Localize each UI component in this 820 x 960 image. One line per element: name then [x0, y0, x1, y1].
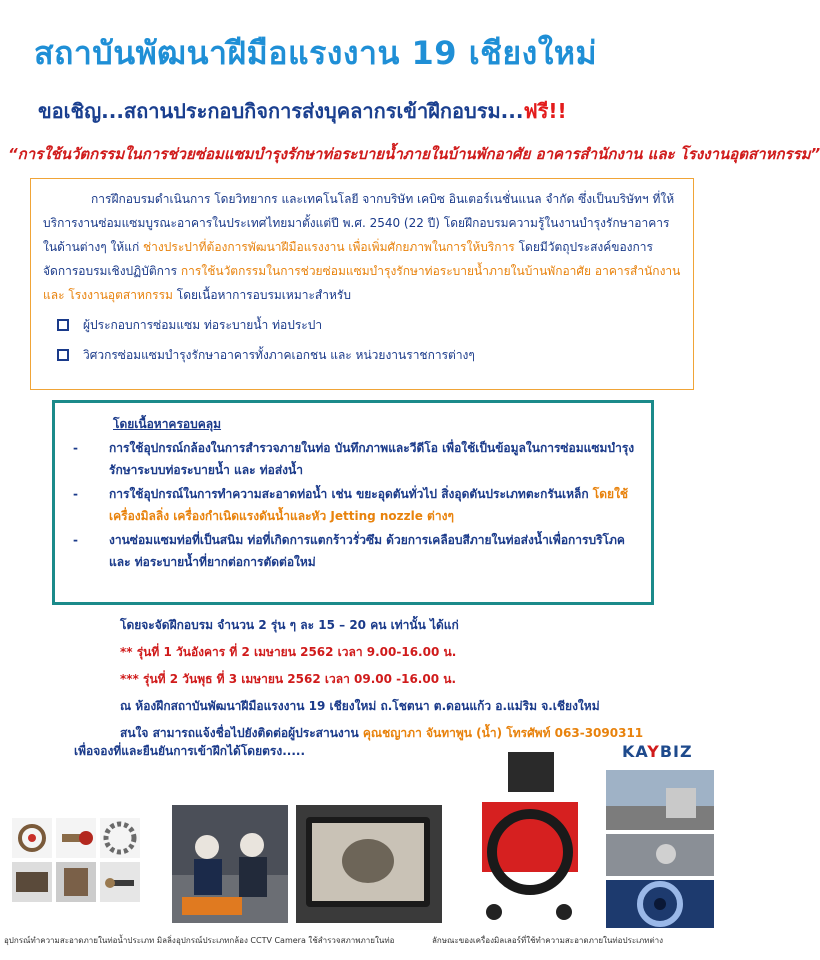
target-item [43, 313, 681, 337]
content-item-text-part: การใช้อุปกรณ์ในการทำความสะอาดท่อน้ำ เช่น ขยะอุดตันทั่วไป สิ่งอุดตันประเภทตะกรันเหล็ก [109, 487, 593, 501]
kaybiz-logo [622, 742, 693, 761]
content-item-text: งานซ่อมแซมท่อที่เป็นสนิม ท่อที่เกิดการแตกร้าวรั่วซึม ด้วยการเคลือบสีภายในท่อส่งน้ำเพื่อการบริโภค และ ท่อระบายน้ำที่ยากต่อการตัดต่อใหม่ [109, 533, 625, 569]
caption-milling-tools: อุปกรณ์ทำความสะอาดภายในท่อน้ำประเภท มิลลิ่ง [4, 936, 176, 945]
milling-tool-photo-4 [12, 862, 52, 902]
milling-tool-photo-2 [56, 818, 96, 858]
intro-highlight-1: ช่างประปาที่ต้องการพัฒนาฝีมือแรงงาน เพื่อเพิ่มศักยภาพในการให้บริการ [143, 240, 515, 254]
intro-text-2: โดยมีวัตถุประสงค์ของการจัดการอบรมเชิงปฏิบัติการ [43, 240, 653, 278]
content-item [73, 529, 635, 573]
venue: ณ ห้องฝึกสถาบันพัฒนาฝีมือแรงงาน 19 เชียงใหม่ ถ.โชตนา ต.ดอนแก้ว อ.แม่ริม จ.เชียงใหม่ [120, 699, 600, 713]
checkbox-bullet-icon [57, 349, 69, 361]
content-heading: โดยเนื้อหาครอบคลุม [113, 417, 222, 431]
caption-cctv: อุปกรณ์ประเภทกล้อง CCTV Camera ใช้สำรวจสภาพภายในท่อ [176, 936, 395, 945]
milling-tool-photo-5 [56, 862, 96, 902]
intro-text-3: โดยเนื้อหาการอบรมเหมาะสำหรับ [172, 288, 351, 302]
round-2 [120, 666, 643, 693]
target-label: วิศวกรซ่อมแซมบำรุงรักษาอาคารทั้งภาคเอกชน และ หน่วยงานราชการต่างๆ [83, 348, 475, 362]
round-2-mark: *** [120, 672, 139, 686]
schedule-section [120, 612, 643, 747]
caption-machine: ลักษณะของเครื่องมิลเลอร์ที่ใช้ทำความสะอาดภายในท่อประเภทต่าง [432, 936, 664, 945]
round-1-mark: ** [120, 645, 133, 659]
invitation-heading [38, 95, 567, 127]
course-title: “การใช้นวัตกรรมในการช่วยซ่อมแซมบำรุงรักษาท่อระบายน้ำภายในบ้านพักอาศัย อาคารสำนักงาน และ โรงงานอุตสาหกรรม” [8, 145, 820, 163]
content-item [73, 437, 635, 481]
free-badge: ฟรี!! [523, 99, 567, 123]
cctv-camera-screen-photo [296, 805, 442, 923]
dash-bullet: - [73, 441, 78, 455]
site-work-photo-1 [606, 770, 714, 830]
milling-tool-photo-6 [100, 862, 140, 902]
site-work-photo-2 [606, 834, 714, 876]
target-item [43, 343, 681, 367]
logo-text-1: KA [622, 742, 648, 761]
dash-bullet: - [73, 487, 78, 501]
content-item-text [109, 483, 635, 527]
logo-text-3: BIZ [659, 742, 693, 761]
milling-tool-photo-1 [12, 818, 52, 858]
milling-tool-photo-3 [100, 818, 140, 858]
round-1-text: รุ่นที่ 1 วันอังคาร ที่ 2 เมษายน 2562 เวลา 9.00-16.00 น. [132, 645, 457, 659]
intro-paragraph [43, 187, 681, 307]
content-item-highlight: โดยใช้เครื่องมิลลิ่ง เครื่องกำเนิดแรงดันน้ำและหัว Jetting nozzle ต่างๆ [109, 487, 629, 523]
training-photo [172, 805, 288, 923]
contact-name: คุณชญาภา จันทาพูน (น้ำ) โทรศัพท์ 063-3090311 [362, 726, 644, 740]
pipe-interior-photo [606, 880, 714, 928]
contact-prefix: สนใจ สามารถแจ้งชื่อไปยังติดต่อผู้ประสานงาน [120, 726, 363, 740]
schedule-intro: โดยจะจัดฝึกอบรม จำนวน 2 รุ่น ๆ ละ 15 – 20 คน เท่านั้น ได้แก่ [120, 618, 459, 632]
page-title: สถาบันพัฒนาฝีมือแรงงาน 19 เชียงใหม่ [34, 34, 598, 72]
dash-bullet: - [73, 533, 78, 547]
target-label: ผู้ประกอบการซ่อมแซม ท่อระบายน้ำ ท่อประปา [83, 318, 323, 332]
round-2-text: รุ่นที่ 2 วันพุธ ที่ 3 เมษายน 2562 เวลา 09.00 -16.00 น. [138, 672, 457, 686]
invitation-text: ขอเชิญ...สถานประกอบกิจการส่งบุคลากรเข้าฝึกอบรม... [38, 99, 524, 123]
drain-cleaning-machine-photo [452, 742, 602, 924]
round-1 [120, 639, 643, 666]
intro-highlight-2: การใช้นวัตกรรมในการช่วยซ่อมแซมบำรุงรักษาท่อระบายน้ำภายในบ้านพักอาศัย อาคารสำนักงาน และ โรงงานอุตสาหกรรม [43, 264, 681, 302]
content-coverage-box [52, 400, 654, 605]
content-item-text: การใช้อุปกรณ์กล้องในการสำรวจภายในท่อ บันทึกภาพและวีดีโอ เพื่อใช้เป็นข้อมูลในการซ่อมแซมบำรุงรักษาระบบท่อระบายน้ำ และ ท่อส่งน้ำ [109, 441, 635, 477]
logo-text-2: Y [647, 742, 660, 761]
checkbox-bullet-icon [57, 319, 69, 331]
intro-text-1: การฝึกอบรมดำเนินการ โดยวิทยากร และเทคโนโลยี จากบริษัท เคบิซ อินเตอร์เนชั่นแนล จำกัด ซึ่งเป็นบริษัทฯ ที่ให้บริการงานซ่อมแซมบูรณะอาคารในประเทศไทยมาตั้งแต่ปี พ.ศ. 2540 (22 ปี) โดยฝึกอบรมความรู้ในงานบำรุงรักษาอาคารในด้านต่างๆ ให้แก่ [43, 192, 675, 254]
intro-box [30, 178, 694, 390]
content-item [73, 483, 635, 527]
reserve-note: เพื่อจองที่และยืนยันการเข้าฝึกได้โดยตรง..... [74, 744, 306, 758]
